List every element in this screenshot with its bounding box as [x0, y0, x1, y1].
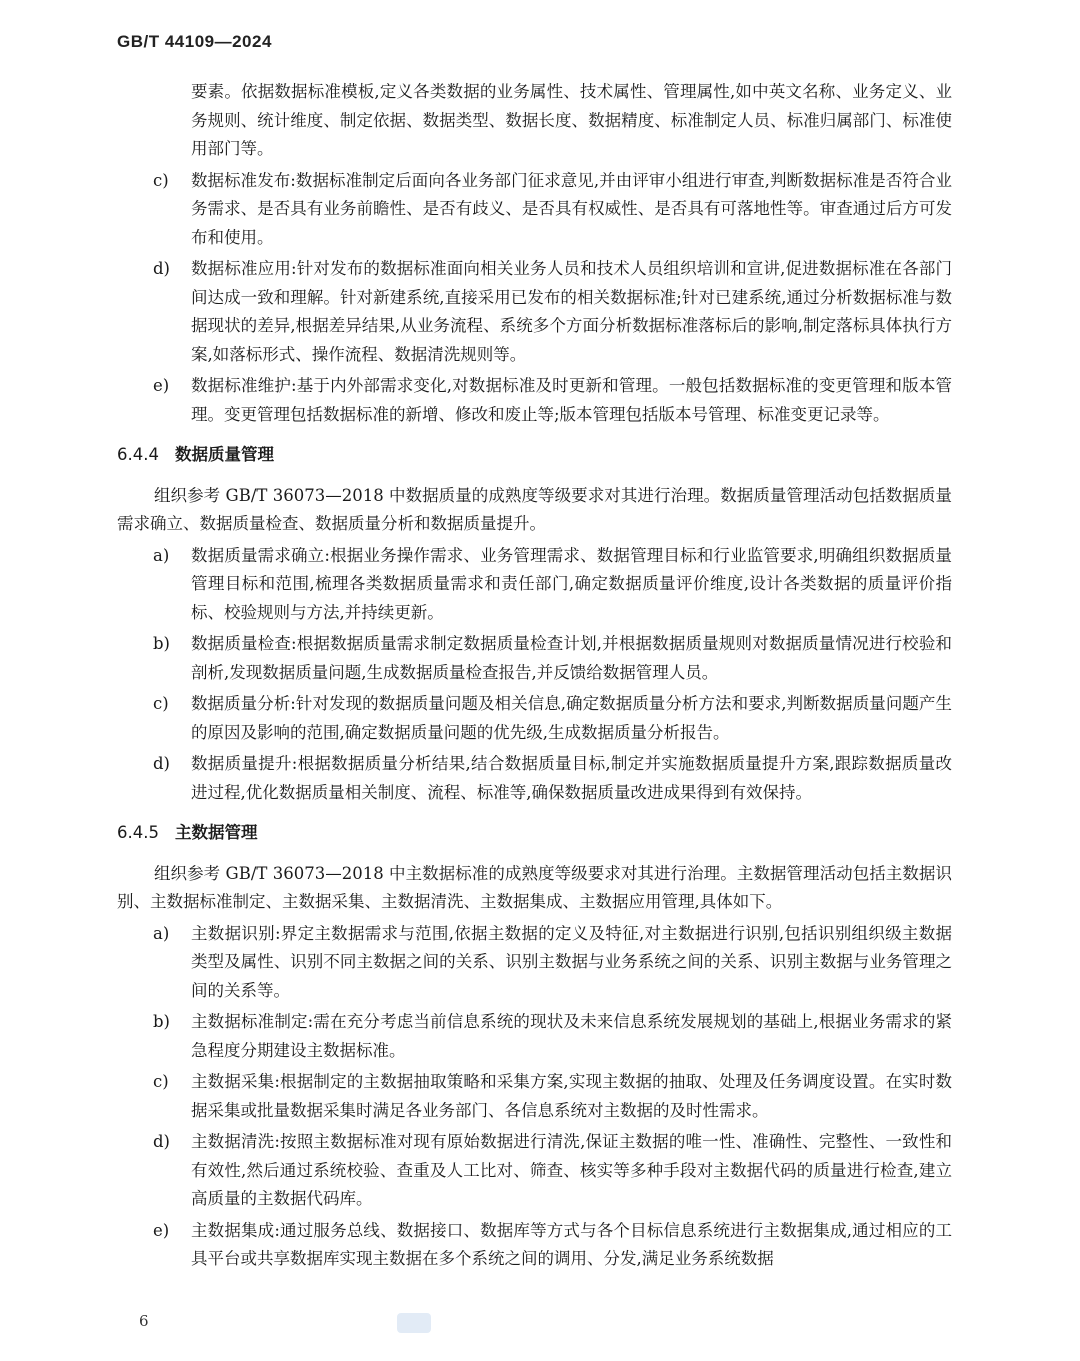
list-item-text: 数据质量检查:根据数据质量需求制定数据质量检查计划,并根据数据质量规则对数据质量情况进行校验和剖析,发现数据质量问题,生成数据质量检查报告,并反馈给数据管理人员。 — [191, 634, 952, 682]
list-item — [117, 1128, 952, 1214]
list-item-text: 主数据集成:通过服务总线、数据接口、数据库等方式与各个目标信息系统进行主数据集成,通过相应的工具平台或共享数据库实现主数据在多个系统之间的调用、分发,满足业务系统数据 — [191, 1220, 952, 1268]
list-item — [117, 1068, 952, 1125]
list-item-label: b) — [153, 634, 170, 653]
continuation-paragraph: 要素。依据数据标准模板,定义各类数据的业务属性、技术属性、管理属性,如中英文名称、业务定义、业务规则、统计维度、制定依据、数据类型、数据长度、数据精度、标准制定人员、标准归属部门、标准使用部门等。 — [191, 82, 952, 158]
section-intro: 组织参考 GB/T 36073—2018 中数据质量的成熟度等级要求对其进行治理。数据质量管理活动包括数据质量需求确立、数据质量检查、数据质量分析和数据质量提升。 — [117, 485, 952, 533]
list-item-label: d) — [153, 1132, 170, 1151]
list-item-text: 数据质量需求确立:根据业务操作需求、业务管理需求、数据管理目标和行业监管要求,明确组织数据质量管理目标和范围,梳理各类数据质量需求和责任部门,确定数据质量评价维度,设计各类数据的质量评价指标、校验规则与方法,并持续更新。 — [191, 545, 952, 622]
list-item — [117, 630, 952, 687]
section-intro: 组织参考 GB/T 36073—2018 中主数据标准的成熟度等级要求对其进行治理。主数据管理活动包括主数据识别、主数据标准制定、主数据采集、主数据清洗、主数据集成、主数据应用管理,具体如下。 — [117, 863, 952, 911]
list-item-text: 数据标准发布:数据标准制定后面向各业务部门征求意见,并由评审小组进行审查,判断数据标准是否符合业务需求、是否具有业务前瞻性、是否有歧义、是否具有权威性、是否具有可落地性等。审查通过后方可发布和使用。 — [191, 170, 952, 247]
list-item-label: c) — [153, 170, 169, 190]
section-title: 主数据管理 — [175, 823, 258, 842]
list-item-text: 主数据标准制定:需在充分考虑当前信息系统的现状及未来信息系统发展规划的基础上,根据业务需求的紧急程度分期建设主数据标准。 — [191, 1012, 952, 1060]
section-title: 数据质量管理 — [175, 445, 274, 464]
standard-code-header: GB/T 44109—2024 — [117, 32, 272, 51]
list-item — [117, 372, 952, 429]
list-item — [117, 750, 952, 807]
list-item-text: 主数据清洗:按照主数据标准对现有原始数据进行清洗,保证主数据的唯一性、准确性、完整性、一致性和有效性,然后通过系统校验、查重及人工比对、筛查、核实等多种手段对主数据代码的质量进行检查,建立高质量的主数据代码库。 — [191, 1132, 952, 1208]
watermark-logo-icon — [397, 1313, 431, 1333]
section-heading-6-4-4 — [117, 441, 952, 470]
list-item — [117, 690, 952, 747]
list-item-label: e) — [153, 1220, 170, 1240]
list-item-text: 数据标准维护:基于内外部需求变化,对数据标准及时更新和管理。一般包括数据标准的变更管理和版本管理。变更管理包括数据标准的新增、修改和废止等;版本管理包括版本号管理、标准变更记录等。 — [191, 376, 952, 424]
list-item — [117, 1008, 952, 1065]
list-item-text: 数据质量提升:根据数据质量分析结果,结合数据质量目标,制定并实施数据质量提升方案,跟踪数据质量改进过程,优化数据质量相关制度、流程、标准等,确保数据质量改进成果得到有效保持。 — [191, 754, 952, 802]
section-heading-6-4-5 — [117, 819, 952, 848]
page-content — [117, 78, 952, 1277]
list-item — [117, 167, 952, 253]
list-item-text: 数据标准应用:针对发布的数据标准面向相关业务人员和技术人员组织培训和宣讲,促进数据标准在各部门间达成一致和理解。针对新建系统,直接采用已发布的相关数据标准;针对已建系统,通过分析数据标准与数据现状的差异,根据差异结果,从业务流程、系统多个方面分析数据标准落标后的影响,制定落标具体执行方案,如落标形式、操作流程、数据清洗规则等。 — [191, 259, 952, 364]
list-item-label: c) — [153, 1072, 169, 1091]
list-item — [117, 542, 952, 628]
section-number: 6.4.5 — [117, 823, 159, 842]
list-item — [117, 1217, 952, 1274]
section-number: 6.4.4 — [117, 445, 159, 464]
list-item-label: a) — [153, 545, 170, 565]
list-item-text: 主数据识别:界定主数据需求与范围,依据主数据的定义及特征,对主数据进行识别,包括识别组织级主数据类型及属性、识别不同主数据之间的关系、识别主数据与业务系统之间的关系、识别主数据与业务管理之间的关系等。 — [191, 923, 952, 1000]
page-number: 6 — [139, 1312, 149, 1330]
list-item — [117, 255, 952, 369]
list-item-text: 数据质量分析:针对发现的数据质量问题及相关信息,确定数据质量分析方法和要求,判断数据质量问题产生的原因及影响的范围,确定数据质量问题的优先级,生成数据质量分析报告。 — [191, 694, 952, 742]
list-item-label: a) — [153, 923, 170, 943]
list-item-label: b) — [153, 1012, 170, 1031]
list-item-label: d) — [153, 259, 170, 278]
list-item — [117, 920, 952, 1006]
list-item-text: 主数据采集:根据制定的主数据抽取策略和采集方案,实现主数据的抽取、处理及任务调度设置。在实时数据采集或批量数据采集时满足各业务部门、各信息系统对主数据的及时性需求。 — [191, 1072, 952, 1120]
list-item-label: d) — [153, 754, 170, 773]
list-item-label: e) — [153, 376, 170, 395]
list-item-label: c) — [153, 694, 169, 713]
